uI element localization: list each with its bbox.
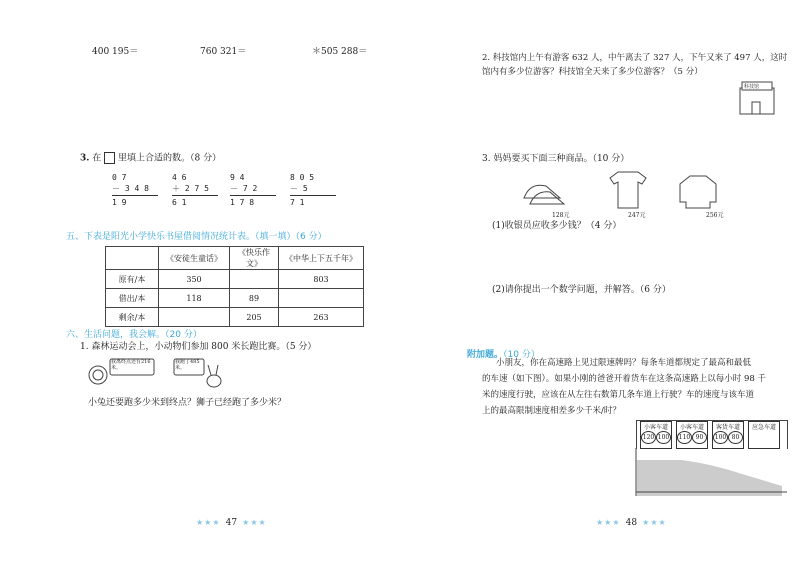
calc-mid: 5 <box>302 184 308 193</box>
table-cell <box>279 289 364 308</box>
calc-op: － <box>230 184 238 193</box>
calc-top: 0 7 <box>112 173 127 182</box>
table-header: 《快乐作文》 <box>230 247 279 270</box>
calc-top: 8 0 5 <box>290 173 315 182</box>
table-row <box>106 289 364 308</box>
table-header: 《安徒生童话》 <box>159 247 230 270</box>
speed-sign-1: 小客车道 120 100 <box>640 421 672 449</box>
calc-mid: 3 4 8 <box>124 184 149 193</box>
borrow-stats-table <box>105 246 364 327</box>
bonus-title: 附加题。（10 分） <box>467 350 540 360</box>
product-price-1: 128元 <box>552 212 570 219</box>
section-6-title: 六、生活问题，我会解。（20 分） <box>66 330 202 340</box>
calc-top: 9 4 <box>230 173 245 182</box>
table-cell: 205 <box>230 308 279 327</box>
products-illustration <box>520 168 720 212</box>
calc-result: 6 1 <box>172 198 187 207</box>
question-1-prompt: 小兔还要跑多少米到终点？狮子已经跑了多少米？ <box>88 398 287 408</box>
table-cell: 263 <box>279 308 364 327</box>
product-price-2: 247元 <box>628 212 646 219</box>
question-1-text: 1. 森林运动会上，小动物们参加 800 米长跑比赛。（5 分） <box>80 342 317 352</box>
calc-1: 400 195＝ <box>92 47 139 57</box>
q3-prefix: 在 <box>92 153 102 164</box>
q3-suffix: 里填上合适的数。（8 分） <box>118 153 222 164</box>
bubble-1-text: 我离终点还有216米。 <box>111 359 151 371</box>
calc-2: 760 321＝ <box>200 47 247 57</box>
calc-result: 7 1 <box>290 198 305 207</box>
column-calc-2 <box>172 172 218 208</box>
page-number: 47 <box>225 518 238 528</box>
table-cell: 89 <box>230 289 279 308</box>
calc-mid: 7 2 <box>242 184 258 193</box>
calc-op: ＋ <box>172 184 180 193</box>
calc-top: 4 6 <box>172 173 187 182</box>
question-2-line1: 2. 科技馆内上午有游客 632 人，中午离去了 327 人，下午又来了 497 人，这时 <box>482 53 788 63</box>
column-calc-4 <box>290 172 336 208</box>
question-3-2: (2)请你提出一个数学问题，并解答。（6 分） <box>492 285 671 295</box>
table-cell: 350 <box>159 270 230 289</box>
calc-mid: 2 7 5 <box>184 184 209 193</box>
question-3-1: (1)收银员应收多少钱？（4 分） <box>492 221 622 231</box>
column-calc-1 <box>112 172 158 208</box>
product-price-3: 256元 <box>706 212 724 219</box>
table-cell <box>230 270 279 289</box>
table-header: 《中华上下五千年》 <box>279 247 364 270</box>
speed-sign-2: 小客车道 110 90 <box>676 421 708 449</box>
highway-illustration <box>632 448 792 498</box>
building-label: 科技馆 <box>744 84 760 90</box>
table-cell: 借出/本 <box>106 289 159 308</box>
calc-op: － <box>112 184 120 193</box>
bonus-line-2: 的车速（如下图）。如果小刚的爸爸开着货车在这条高速路上以每小时 98 千 <box>482 374 766 384</box>
table-cell: 118 <box>159 289 230 308</box>
bonus-line-3: 米的速度行驶，应该在从左往右数第几条车道上行驶？车的速度与该车道 <box>482 390 755 400</box>
bonus-line-1: 小朋友，你在高速路上见过限速牌吗？每条车道都规定了最高和最低 <box>496 358 752 368</box>
lion-icon <box>89 366 107 384</box>
bubble-2-text: 我跑了485米。 <box>175 359 200 371</box>
table-row <box>106 270 364 289</box>
answer-box[interactable] <box>104 152 115 164</box>
bonus-line-4: 上的最高限制速度相差多少千米/时？ <box>482 406 621 416</box>
question-3-left <box>80 152 221 165</box>
sweater-icon <box>680 176 716 208</box>
calc-op: － <box>290 184 298 193</box>
page-footer-right: ★★★ 48 ★★★ <box>596 518 667 528</box>
calc-result: 1 9 <box>112 198 127 207</box>
question-number: 3. <box>80 153 90 164</box>
page-number: 48 <box>625 518 638 528</box>
table-cell: 剩余/本 <box>106 308 159 327</box>
calc-result: 1 7 8 <box>230 198 255 207</box>
page-footer-left: ★★★ 47 ★★★ <box>196 518 267 528</box>
table-header <box>106 247 159 270</box>
animals-illustration <box>86 357 246 393</box>
table-cell <box>159 308 230 327</box>
section-5-title: 五、下表是阳光小学快乐书屋借阅情况统计表。（填一填）（6 分） <box>66 232 327 242</box>
speed-sign-4: 应急车道 <box>748 421 780 449</box>
shirt-icon <box>610 172 646 208</box>
shoes-icon <box>524 185 564 204</box>
question-3-right: 3. 妈妈要买下面三种商品。（10 分） <box>482 154 630 164</box>
table-row <box>106 308 364 327</box>
table-cell: 803 <box>279 270 364 289</box>
table-cell: 原有/本 <box>106 270 159 289</box>
rabbit-icon <box>207 365 221 387</box>
speed-sign-3: 客货车道 100 80 <box>712 421 744 449</box>
question-2-line2: 馆内有多少位游客？科技馆全天来了多少位游客？（5 分） <box>482 67 703 77</box>
calc-3: ＊505 288＝ <box>312 47 368 57</box>
column-calc-3 <box>230 172 276 208</box>
